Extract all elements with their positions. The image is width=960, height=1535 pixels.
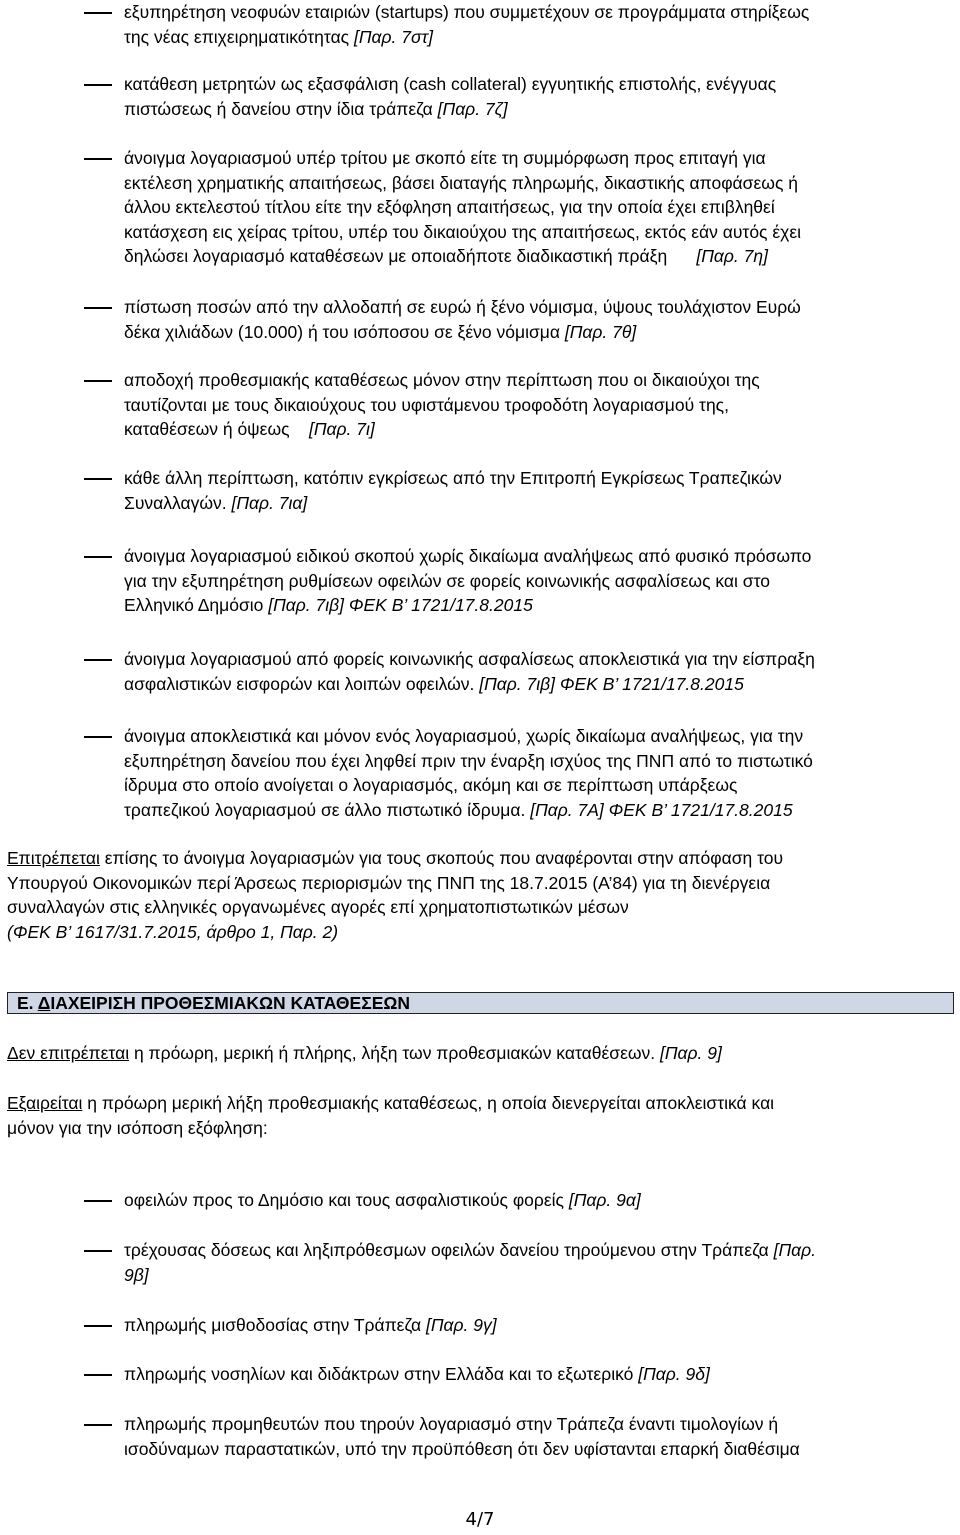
excepted-paragraph: Εξαιρείται η πρόωρη μερική λήξη προθεσμιακής καταθέσεως, η οποία διενεργείται αποκλειστικά και μόνον για την ισόποση εξόφληση: (7, 1093, 775, 1138)
dash-bullet (84, 736, 112, 738)
not-allowed-paragraph: Δεν επιτρέπεται η πρόωρη, μερική ή πλήρης, λήξη των προθεσμιακών καταθέσεων. [Παρ. 9] (7, 1043, 722, 1063)
dash-bullet (84, 1200, 112, 1202)
dash-bullet (84, 12, 112, 14)
document-page: εξυπηρέτηση νεοφυών εταιριών (startups) που συμμετέχουν σε προγράμματα στηρίξεως της νέας επιχειρηματικότητας [Παρ. 7στ] κατάθεση μετρητών ως εξασφάλιση (cash collateral) εγγυητικής επιστολής, ενέγγυας πιστώσεως ή δανείου στην ίδια τράπεζα [Παρ. 7ζ] άνοιγμα λογαριασμού υπέρ τρίτου με σκοπό είτε τη συμμόρφωση προς επιταγή για εκτέλεση χρηματικής απαιτήσεως, βάσει διαταγής πληρωμής, δικαστικής αποφάσεως ή άλλου εκτελεστού τίτλου είτε την εξόφληση απαιτήσεως, για την οποία έχει επιβληθεί κατάσχεση εις χείρας τρίτου, υπέρ του δικαιούχου της απαιτήσεως, εκτός εάν αυτός έχει δηλώσει λογαριασμό καταθέσεων με οποιαδήποτε διαδικαστική πράξη [Παρ. 7η] πίστωση ποσών από την αλλοδαπή σε ευρώ ή ξένο νόμισμα, ύψους τουλάχιστον Ευρώ δέκα χιλιάδων (10.000) ή του ισόποσου σε ξένο νόμισμα [Παρ. 7θ] αποδοχή προθεσμιακής καταθέσεως μόνον στην περίπτωση που οι δικαιούχοι της ταυτίζονται με τους δικαιούχους του υφιστάμενου τροφοδότη λογαριασμού της, καταθέσεων ή όψεως [Παρ. 7ι] κάθε άλλη περίπτωση, κατόπιν εγκρίσεως από την Επιτροπή Εγκρίσεως Τραπεζικών Συναλλαγών. [Παρ. 7ια] άνοιγμα λογαριασμού ειδικού σκοπού χωρίς δικαίωμα αναλήψεως από φυσικό πρόσωπο για την εξυπηρέτηση ρυθμίσεων οφειλών σε φορείς κοινωνικής ασφαλίσεως και στο Ελληνικό Δημόσιο [Παρ. 7ιβ] ΦΕΚ Β’ 1721/17.8.2015 άνοιγμα λογαριασμού από φορείς κοινωνικής ασφαλίσεως αποκλειστικά για την είσπραξη ασφαλιστικών εισφορών και λοιπών οφειλών. [Παρ. 7ιβ] ΦΕΚ Β’ 1721/17.8.2015 άνοιγμα αποκλειστικά και μόνον ενός λογαριασμού, χωρίς δικαίωμα αναλήψεως, για την εξυπηρέτηση δανείου που έχει ληφθεί πριν την έναρξη ισχύος της ΠΝΠ από το πιστωτικό ίδρυμα στο οποίο ανοίγεται ο λογαριασμός, ακόμη και σε περίπτωση υπάρξεως τραπεζικού λογαριασμού σε άλλο πιστωτικό ίδρυμα. [Παρ. 7Α] ΦΕΚ Β’ 1721/17.8.2015 Επιτρέπεται επίσης το άνοιγμα λογαριασμών για τους σκοπούς που αναφέρονται στην απόφαση του Υπουργού Οικονομικών περί Άρσεως περιορισμών της ΠΝΠ της 18.7.2015 (Α’84) για τη διενέργεια συναλλαγών στις ελληνικές οργανωμένες αγορές επί χρηματοπιστωτικών μέσων (ΦΕΚ Β’ 1617/31.7.2015, άρθρο 1, Παρ. 2) Ε. ΔΙΑΧΕΙΡΙΣΗ ΠΡΟΘΕΣΜΙΑΚΩΝ ΚΑΤΑΘΕΣΕΩΝ Δεν επιτρέπεται η πρόωρη, μερική ή πλήρης, λήξη των προθεσμιακών καταθέσεων. [Παρ. 9] Εξαιρείται η πρόωρη μερική λήξη προθεσμιακής καταθέσεως, η οποία διενεργείται αποκλειστικά και μόνον για την ισόποση εξόφληση: οφειλών προς το Δημόσιο και τους ασφαλιστικούς φορείς [Παρ. 9α] τρέχουσας δόσεως και ληξιπρόθεσμων οφειλών δανείου τηρούμενου στην Τράπεζα [Παρ. 9β] πληρωμής μισθοδοσίας στην Τράπεζα [Παρ. 9γ] πληρωμής νοσηλίων και διδάκτρων στην Ελλάδα και το εξωτερικό [Παρ. 9δ] πληρωμής προμηθευτών που τηρούν λογαριασμό στην Τράπεζα έναντι τιμολογίων ή ισοδύναμων παραστατικών, υπό την προϋπόθεση ότι δεν υφίστανται επαρκή διαθέσιμα 4/7 (0, 0, 960, 1535)
dash-bullet (84, 1325, 112, 1327)
permitted-paragraph: Επιτρέπεται επίσης το άνοιγμα λογαριασμών για τους σκοπούς που αναφέρονται στην απόφαση του Υπουργού Οικονομικών περί Άρσεως περιορισμών της ΠΝΠ της 18.7.2015 (Α’84) για τη διενέργεια συναλλαγών στις ελληνικές οργανωμένες αγορές επί χρηματοπιστωτικών μέσων (ΦΕΚ Β’ 1617/31.7.2015, άρθρο 1, Παρ. 2) (7, 848, 784, 942)
dash-bullet (84, 380, 112, 382)
dash-bullet (84, 659, 112, 661)
dash-bullet (84, 1250, 112, 1252)
dash-bullet (84, 556, 112, 558)
dash-bullet (84, 1374, 112, 1376)
dash-bullet (84, 307, 112, 309)
dash-bullet (84, 158, 112, 160)
dash-bullet (84, 1424, 112, 1426)
section-heading: Ε. ΔΙΑΧΕΙΡΙΣΗ ΠΡΟΘΕΣΜΙΑΚΩΝ ΚΑΤΑΘΕΣΕΩΝ (7, 992, 954, 1014)
dash-bullet (84, 84, 112, 86)
page-number: 4/7 (465, 1509, 495, 1530)
dash-bullet (84, 478, 112, 480)
permitted-keyword: Επιτρέπεται (7, 848, 100, 868)
